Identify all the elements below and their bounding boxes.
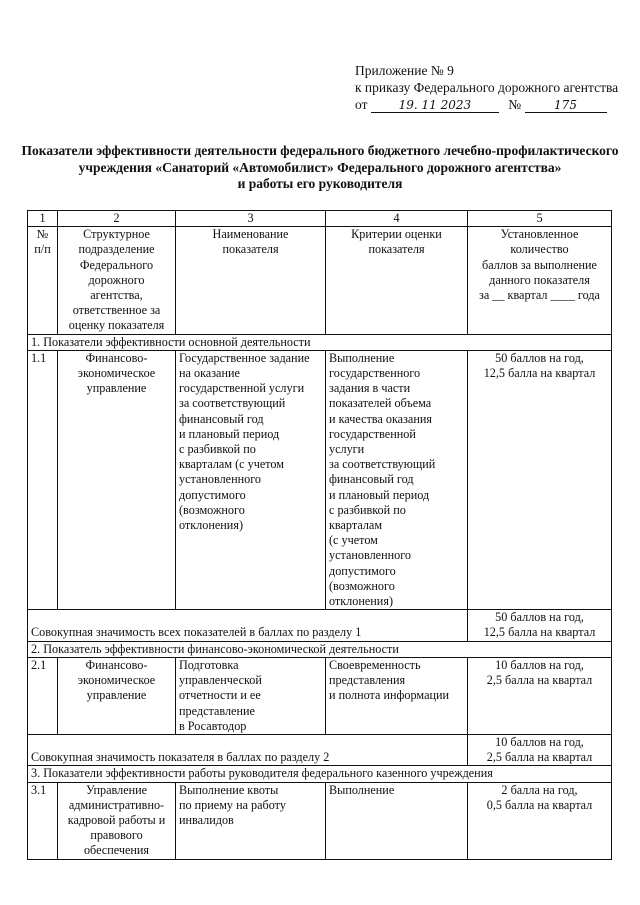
row-score: 10 баллов на год, 2,5 балла на квартал <box>468 657 612 734</box>
row-indicator: Выполнение квоты по приему на работу инвалидов <box>176 782 326 859</box>
row-indicator: Государственное задание на оказание государственной услуги за соответствующий финансовый год и плановый период с разбивкой по кварталам (с учетом установленного допустимого (возможного отклонения) <box>176 350 326 609</box>
section-2-sum-score: 10 баллов на год, 2,5 балла на квартал <box>468 734 612 765</box>
header-indicator: Наименование показателя <box>176 227 326 334</box>
section-title-row <box>28 334 612 350</box>
table-row <box>28 350 612 609</box>
header-row <box>28 227 612 334</box>
header-criteria: Критерии оценки показателя <box>326 227 468 334</box>
row-number: 2.1 <box>28 657 58 734</box>
section-2-title: 2. Показатель эффективности финансово-экономической деятельности <box>28 641 612 657</box>
column-number: 3 <box>176 211 326 227</box>
row-department: Финансово- экономическое управление <box>58 657 176 734</box>
title-line-3: и работы его руководителя <box>237 176 403 191</box>
section-1-title: 1. Показатели эффективности основной деятельности <box>28 334 612 350</box>
row-criteria: Своевременность представления и полнота информации <box>326 657 468 734</box>
header-department: Структурное подразделение Федерального дорожного агентства, ответственное за оценку показателя <box>58 227 176 334</box>
section-1-sum-label: Совокупная значимость всех показателей в баллах по разделу 1 <box>28 610 468 641</box>
appendix-line-2: к приказу Федерального дорожного агентства <box>355 80 619 95</box>
column-number: 1 <box>28 211 58 227</box>
section-3-title: 3. Показатели эффективности работы руководителя федерального казенного учреждения <box>28 766 612 782</box>
document-title <box>20 143 620 193</box>
section-2-sum-label: Совокупная значимость показателя в баллах по разделу 2 <box>28 734 468 765</box>
table-row <box>28 657 612 734</box>
appendix-header <box>355 62 618 113</box>
appendix-line-1: Приложение № 9 <box>355 63 454 78</box>
appendix-date-line <box>355 96 618 113</box>
header-score: Установленное количество баллов за выполнение данного показателя за __ квартал ____ года <box>468 227 612 334</box>
header-number: № п/п <box>28 227 58 334</box>
section-sum-row <box>28 734 612 765</box>
column-number-row <box>28 211 612 227</box>
date-prefix: от <box>355 97 368 112</box>
order-date: 19. 11 2023 <box>371 98 499 113</box>
section-sum-row <box>28 610 612 641</box>
table-row <box>28 782 612 859</box>
row-department: Финансово- экономическое управление <box>58 350 176 609</box>
row-indicator: Подготовка управленческой отчетности и ее представление в Росавтодор <box>176 657 326 734</box>
row-number: 3.1 <box>28 782 58 859</box>
column-number: 4 <box>326 211 468 227</box>
section-1-sum-score: 50 баллов на год, 12,5 балла на квартал <box>468 610 612 641</box>
indicators-table <box>27 210 612 860</box>
row-number: 1.1 <box>28 350 58 609</box>
column-number: 2 <box>58 211 176 227</box>
row-department: Управление административно- кадровой работы и правового обеспечения <box>58 782 176 859</box>
section-title-row <box>28 641 612 657</box>
row-score: 50 баллов на год, 12,5 балла на квартал <box>468 350 612 609</box>
order-number: 175 <box>525 98 607 113</box>
row-score: 2 балла на год, 0,5 балла на квартал <box>468 782 612 859</box>
row-criteria: Выполнение государственного задания в части показателей объема и качества оказания государственной услуги за соответствующий финансовый год и плановый период с разбивкой по кварталам (с учетом установленного допустимого (возможного отклонения) <box>326 350 468 609</box>
title-line-1: Показатели эффективности деятельности федерального бюджетного лечебно-профилактического <box>21 143 619 158</box>
column-number: 5 <box>468 211 612 227</box>
row-criteria: Выполнение <box>326 782 468 859</box>
number-prefix: № <box>508 97 522 112</box>
section-title-row <box>28 766 612 782</box>
title-line-2: учреждения «Санаторий «Автомобилист» Федерального дорожного агентства» <box>78 159 562 175</box>
